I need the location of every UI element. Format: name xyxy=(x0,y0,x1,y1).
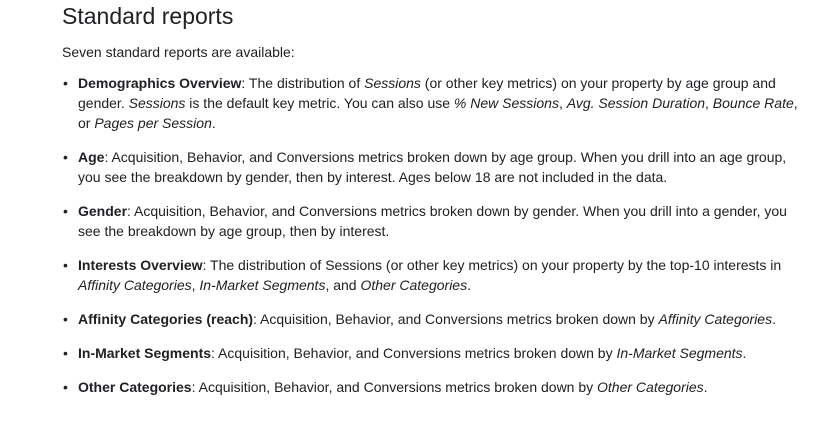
report-name: Demographics Overview xyxy=(78,75,242,91)
category-term: Affinity Categories xyxy=(78,277,192,293)
report-name: Gender xyxy=(78,203,128,219)
list-item-demographics-overview: • Demographics Overview: The distribution of Sessions (or other key metrics) on your property by age group and gender. Sessions is the default key metric. You can also use % New Sessions, Avg. Session Duration, Bounce Rate, or Pages per Session. xyxy=(62,73,802,133)
metric-term: % New Sessions xyxy=(453,95,559,111)
list-item-interests-overview: • Interests Overview: The distribution of Sessions (or other key metrics) on your property by the top-10 interests in Affinity Categories, In-Market Segments, and Other Categories. xyxy=(62,255,802,295)
document-body xyxy=(62,0,802,411)
list-item-age: • Age: Acquisition, Behavior, and Conversions metrics broken down by age group. When you drill into an age group, you see the breakdown by gender, then by interest. Ages below 18 are not included in the data. xyxy=(62,147,802,187)
report-list xyxy=(62,73,802,397)
report-name: Interests Overview xyxy=(78,257,203,273)
metric-term: Avg. Session Duration xyxy=(566,95,706,111)
report-name: Affinity Categories (reach) xyxy=(78,311,254,327)
intro-text: Seven standard reports are available: xyxy=(62,44,295,60)
category-term: In-Market Segments xyxy=(616,345,743,361)
metric-term: Bounce Rate xyxy=(712,95,794,111)
category-term: In-Market Segments xyxy=(199,277,326,293)
list-item-other-categories: • Other Categories: Acquisition, Behavior, and Conversions metrics broken down by Other Categories. xyxy=(62,377,802,397)
report-name: Age xyxy=(78,149,105,165)
category-term: Affinity Categories xyxy=(658,311,773,327)
report-name: Other Categories xyxy=(78,379,192,395)
category-term: Other Categories xyxy=(360,277,468,293)
list-item-gender: • Gender: Acquisition, Behavior, and Conversions metrics broken down by gender. When you drill into a gender, you see the breakdown by age group, then by interest. xyxy=(62,201,802,241)
report-name: In-Market Segments xyxy=(78,345,212,361)
metric-term: Sessions xyxy=(364,75,421,91)
metric-term: Sessions xyxy=(128,95,186,111)
list-item-in-market-segments: • In-Market Segments: Acquisition, Behavior, and Conversions metrics broken down by In-Market Segments. xyxy=(62,343,802,363)
list-item-affinity-categories: • Affinity Categories (reach): Acquisition, Behavior, and Conversions metrics broken down by Affinity Categories. xyxy=(62,309,802,329)
page-title: Standard reports xyxy=(62,3,234,29)
category-term: Other Categories xyxy=(597,379,704,395)
metric-term: Pages per Session xyxy=(94,115,212,131)
